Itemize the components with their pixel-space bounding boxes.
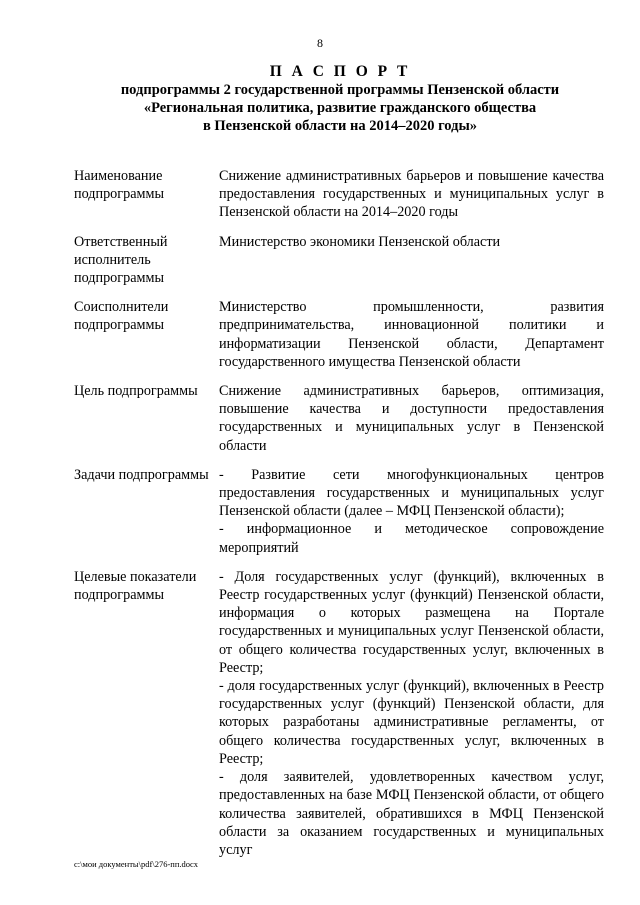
passport-row-paragraph: Министерство промышленности, развития предпринимательства, инновационной политики и информатизации Пензенской области, Департамент государственного имущества Пензенской области [219, 299, 604, 370]
subtitle-line-3: в Пензенской области на 2014–2020 годы» [202, 118, 478, 134]
passport-row-label: Ответственный исполнитель подпрограммы [74, 233, 168, 287]
passport-row-value [219, 568, 604, 859]
passport-row [74, 382, 604, 455]
passport-row-label: Наименование подпрограммы [74, 168, 164, 203]
passport-row-paragraph: Снижение административных барьеров, оптимизация, повышение качества и доступности предоставления государственных и муниципальных услуг в Пензенской области [219, 383, 604, 454]
subtitle-line-2: «Региональная политика, развитие гражданского общества [143, 100, 537, 116]
passport-row-paragraph: - доля заявителей, удовлетворенных качеством услуг, предоставленных на базе МФЦ Пензенской области, от общего количества заявителей, обратившихся в МФЦ Пензенской области за оказанием государственных и муниципальных услуг [219, 769, 604, 858]
page-number: 8 [317, 36, 323, 50]
passport-row [74, 466, 604, 557]
file-path-footer: c:\мои документы\pdf\276-пп.docx [74, 859, 199, 869]
passport-row-value [219, 382, 604, 455]
passport-row-label: Соисполнители подпрограммы [74, 299, 169, 334]
passport-row [74, 298, 604, 371]
passport-row-value [219, 298, 604, 371]
document-title: П А С П О Р Т [269, 63, 411, 80]
passport-row-paragraph: Министерство экономики Пензенской области [219, 233, 501, 250]
passport-row-value [219, 466, 604, 557]
passport-row [74, 568, 604, 859]
subtitle-line-1: подпрограммы 2 государственной программы Пензенской области [120, 82, 560, 98]
passport-row-paragraph: - доля государственных услуг (функций), включенных в Реестр государственных услуг (функций) Пензенской области, для которых разработаны административные регламенты, от общего количества государственных услуг, включенных в Реестр; [219, 678, 604, 767]
passport-row-value [219, 167, 604, 222]
document-header [60, 62, 620, 135]
passport-row-label: Цель подпрограммы [74, 383, 198, 400]
passport-row [74, 167, 604, 222]
passport-row-value [219, 233, 604, 251]
passport-row-label: Задачи подпрограммы [74, 466, 209, 483]
passport-row-paragraph: - Доля государственных услуг (функций), включенных в Реестр государственных услуг (функций) Пензенской области, информация о которых размещена на Портале государственных и муниципальных услуг Пензенской области, от общего количества государственных услуг, включенных в Реестр; [219, 568, 604, 676]
passport-row-label: Целевые показатели подпрограммы [74, 568, 197, 604]
passport-row [74, 233, 604, 288]
passport-row-paragraph: Снижение административных барьеров и повышение качества предоставления государственных и муниципальных услуг в Пензенской области на 2014–2020 годы [219, 168, 604, 221]
passport-row-paragraph: - информационное и методическое сопровождение мероприятий [219, 521, 604, 556]
passport-row-paragraph: - Развитие сети многофункциональных центров предоставления государственных и муниципальных услуг Пензенской области (далее – МФЦ Пензенской области); [219, 466, 604, 520]
passport-table [74, 167, 604, 859]
